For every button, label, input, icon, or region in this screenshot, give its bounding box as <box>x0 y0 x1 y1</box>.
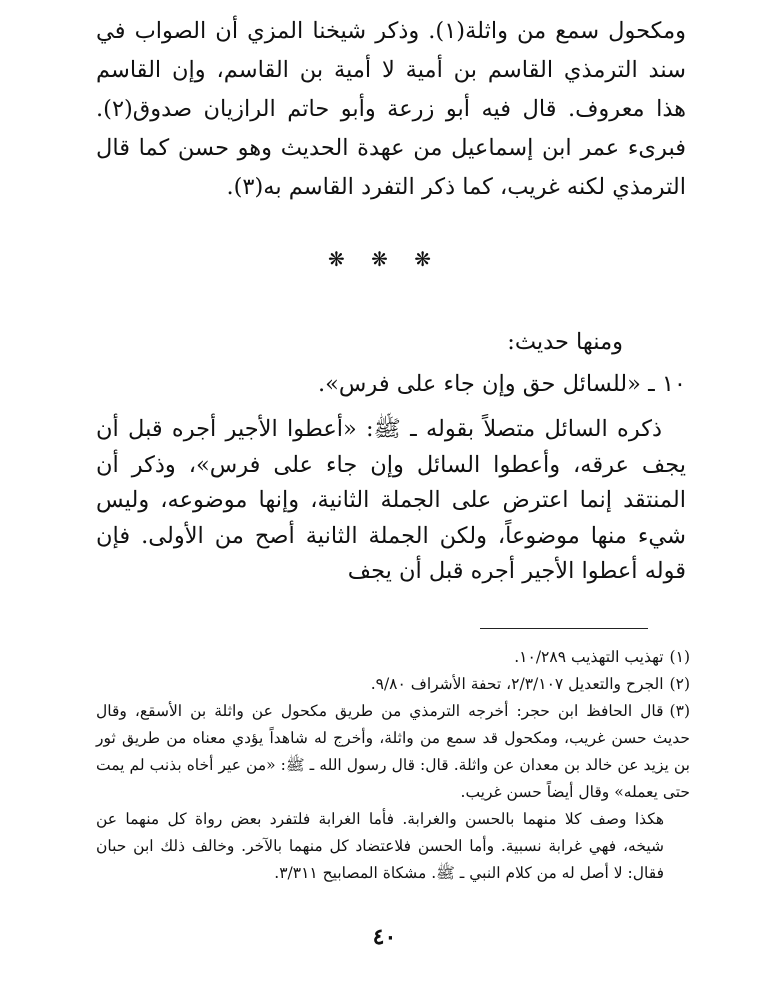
section-separator: ❋ ❋ ❋ <box>328 247 441 271</box>
footnote-number: (٢) <box>669 675 690 693</box>
intro-line: ومنها حديث: <box>507 329 623 355</box>
paragraph-top: ومكحول سمع من واثلة(١). وذكر شيخنا المزي أن الصواب في سند الترمذي القاسم بن أمية لا أمية بن القاسم، وإن القاسم هذا معروف. قال فيه أبو زرعة وأبو حاتم الرازيان صدوق(٢). فبرىء عمر ابن إسماعيل من عهدة الحديث وهو حسن كما قال الترمذي لكنه غريب، كما ذكر التفرد القاسم به(٣). <box>96 18 686 200</box>
footnote-number: (١) <box>669 648 690 666</box>
footnote-2 <box>96 671 690 698</box>
main-text-top <box>96 12 686 207</box>
hadith-number: ١٠ ـ <box>648 371 686 397</box>
hadith-text: «للسائل حق وإن جاء على فرس». <box>318 371 641 397</box>
footnote-text: قال الحافظ ابن حجر: أخرجه الترمذي من طريق مكحول عن واثلة بن الأسقع، وقال حديث حسن غريب، ومكحول قد سمع من واثلة، وأخرج له شاهداً يؤدي معناه من طريق ثور بن يزيد عن خالد بن معدان عن واثلة. قال: قال رسول الله ـ ﷺ: «من عير أخاه بذنب لم يمت حتى يعمله» وقال أيضاً حسن غريب. <box>96 702 690 801</box>
footnote-divider <box>480 628 648 629</box>
footnote-3-continuation: هكذا وصف كلا منهما بالحسن والغرابة. فأما الغرابة فلتفرد بعض رواة كل منهما عن شيخه، فهي غرابة نسبية. وأما الحسن فلاعتضاد كل منهما بالآخر. وخالف ذلك ابن حبان فقال: لا أصل له من كلام النبي ـ ﷺ. مشكاة المصابيح ٣/٣١١. <box>96 810 664 882</box>
footnotes <box>96 644 690 887</box>
main-text-body <box>96 412 686 590</box>
footnote-text: تهذيب التهذيب ١٠/٢٨٩. <box>514 648 664 666</box>
footnote-text: الجرح والتعديل ٢/٣/١٠٧، تحفة الأشراف ٩/٨٠. <box>370 675 664 693</box>
hadith-heading <box>318 368 686 400</box>
footnote-1 <box>96 644 690 671</box>
paragraph-body: ذكره السائل متصلاً بقوله ـ ﷺ: «أعطوا الأجير أجره قبل أن يجف عرقه، وأعطوا السائل وإن جاء على فرس»، وذكر أن المنتقد إنما اعترض على الجملة الثانية، وإنها موضوعه، وليس شيء منها موضوعاً، ولكن الجملة الثانية أصح من الأولى. فإن قوله أعطوا الأجير أجره قبل أن يجف <box>96 416 686 584</box>
page-number: ٤٠ <box>372 924 397 950</box>
footnote-number: (٣) <box>669 702 690 720</box>
footnote-3 <box>96 698 690 806</box>
